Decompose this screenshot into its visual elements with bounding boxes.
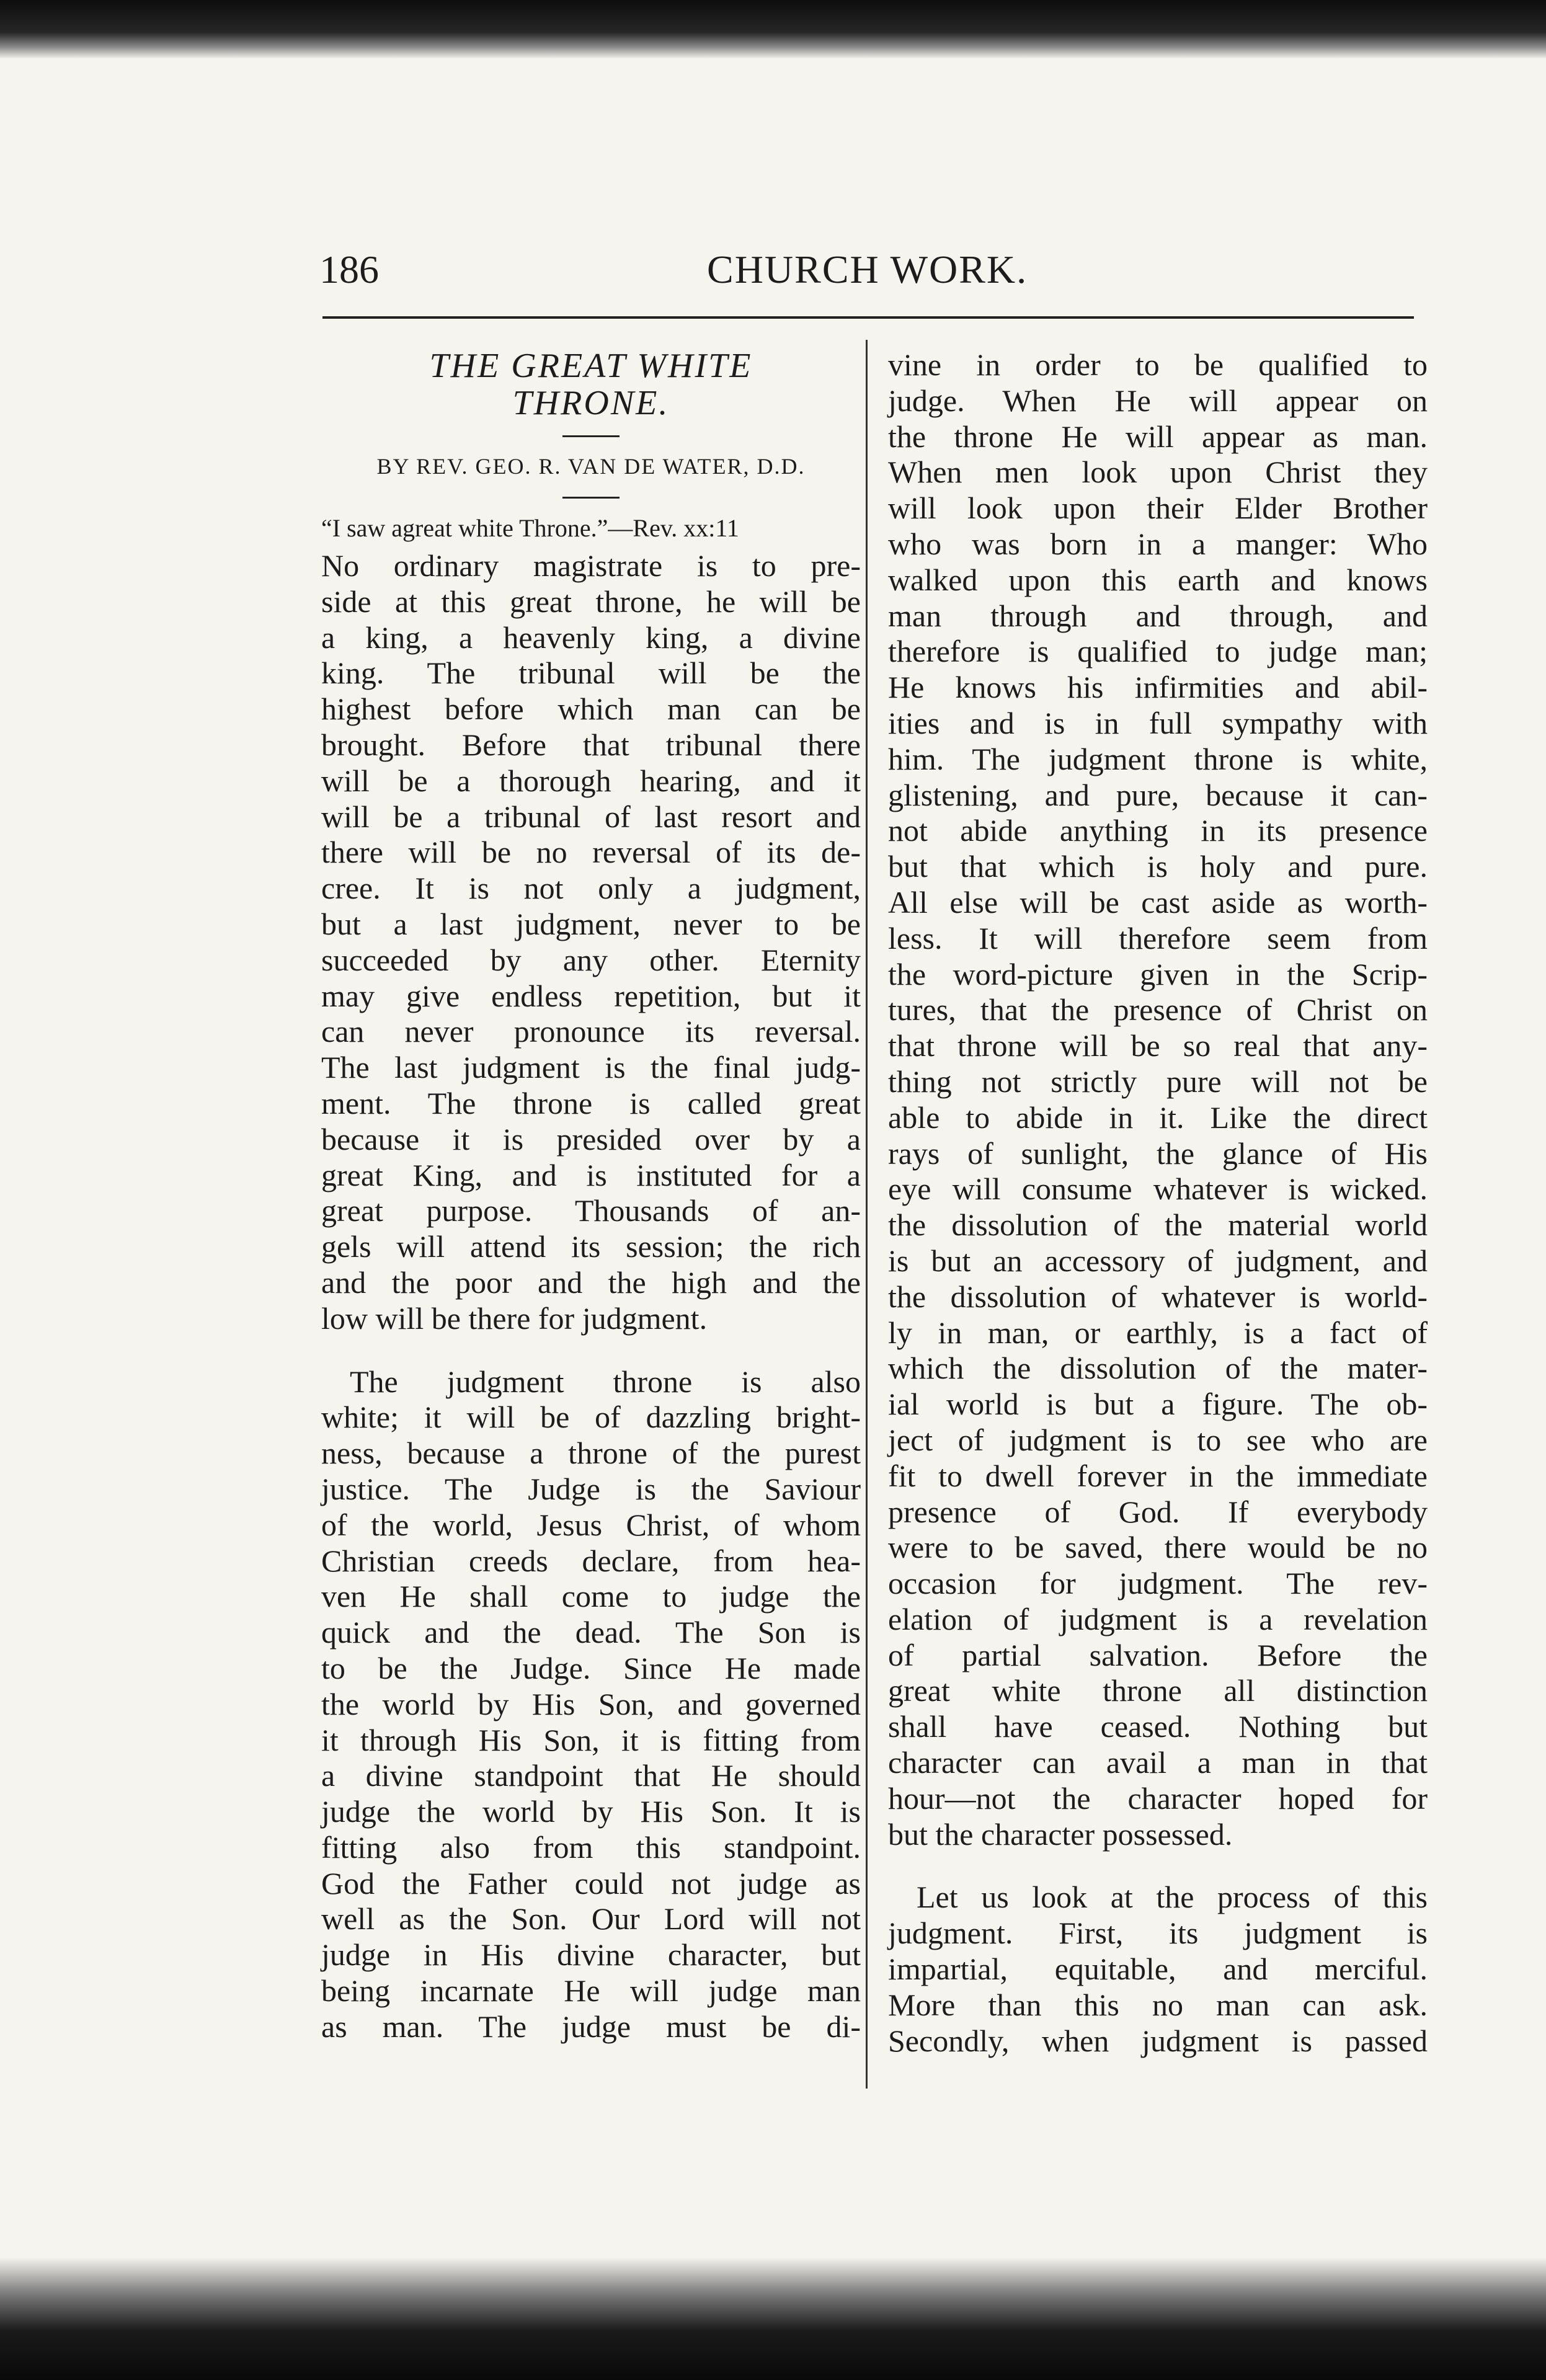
text-line: king. The tribunal will be the — [321, 655, 861, 691]
text-line: is but an accessory of judgment, and — [888, 1243, 1428, 1278]
text-line: When men look upon Christ they — [888, 455, 1428, 490]
text-line: judge. When He will appear on — [888, 383, 1428, 418]
byline: BY REV. GEO. R. VAN DE WATER, D.D. — [376, 454, 806, 479]
text-line: ven He shall come to judge the — [321, 1579, 861, 1614]
text-line: of partial salvation. Before the — [888, 1637, 1428, 1672]
text-line: succeeded by any other. Eternity — [321, 942, 861, 977]
text-line: great King, and is instituted for a — [321, 1157, 861, 1192]
text-line: Secondly, when judgment is passed — [888, 2023, 1428, 2058]
text-line: character can avail a man in that — [888, 1745, 1428, 1780]
text-line: great purpose. Thousands of an- — [321, 1193, 861, 1228]
text-line: elation of judgment is a revelation — [888, 1601, 1428, 1636]
text-line: thing not strictly pure will not be — [888, 1063, 1428, 1099]
article-title-line1: THE GREAT WHITE — [429, 347, 753, 385]
paragraph-gap — [888, 1852, 1428, 1880]
title-rule — [562, 435, 620, 437]
text-line: that throne will be so real that any- — [888, 1028, 1428, 1063]
text-line: cree. It is not only a judgment, — [321, 871, 861, 906]
text-line: were to be saved, there would be no — [888, 1530, 1428, 1565]
text-line: glistening, and pure, because it can- — [888, 777, 1428, 812]
text-line: low will be there for judgment. — [321, 1300, 708, 1336]
text-line: The last judgment is the final judg- — [321, 1050, 861, 1085]
text-line: well as the Son. Our Lord will not — [321, 1901, 861, 1937]
text-line: highest before which man can be — [321, 691, 861, 727]
text-line: quick and the dead. The Son is — [321, 1615, 861, 1650]
text-line: justice. The Judge is the Saviour — [321, 1471, 861, 1506]
text-line: to be the Judge. Since He made — [321, 1650, 861, 1685]
text-line: eye will consume whatever is wicked. — [888, 1171, 1428, 1207]
scan-edge-top — [0, 0, 1546, 59]
text-line: fit to dwell forever in the immediate — [888, 1458, 1428, 1493]
text-line: All else will be cast aside as worth- — [888, 884, 1428, 920]
article-title-line2: THRONE. — [512, 384, 670, 422]
text-line: will be a thorough hearing, and it — [321, 763, 861, 798]
text-line: Let us look at the process of this — [917, 1880, 1428, 1915]
text-line: He knows his infirmities and abil- — [888, 670, 1428, 705]
text-line: and the poor and the high and the — [321, 1264, 861, 1300]
text-line: presence of God. If everybody — [888, 1494, 1428, 1529]
text-line: but the character possessed. — [888, 1816, 1233, 1852]
text-line: ment. The throne is called great — [321, 1085, 861, 1121]
right-paragraph-2 — [888, 1880, 1428, 2059]
text-line: No ordinary magistrate is to pre- — [321, 548, 861, 583]
text-line: shall have ceased. Nothing but — [888, 1709, 1428, 1744]
text-line: white; it will be of dazzling bright- — [321, 1400, 861, 1435]
text-line: the dissolution of whatever is world- — [888, 1279, 1428, 1314]
scan-edge-bottom — [0, 2257, 1546, 2380]
text-line: able to abide in it. Like the direct — [888, 1099, 1428, 1135]
text-line: who was born in a manger: Who — [888, 526, 1428, 561]
text-line: the dissolution of the material world — [888, 1207, 1428, 1243]
text-line: occasion for judgment. The rev- — [888, 1566, 1428, 1601]
text-line: ness, because a throne of the purest — [321, 1436, 861, 1471]
header-rule — [322, 316, 1414, 319]
text-line: the world by His Son, and governed — [321, 1686, 861, 1721]
right-column — [888, 347, 1428, 2059]
text-line: the throne He will appear as man. — [888, 419, 1428, 454]
text-line: ities and is in full sympathy with — [888, 705, 1428, 740]
text-line: the word-picture given in the Scrip- — [888, 956, 1428, 992]
text-line: less. It will therefore seem from — [888, 920, 1428, 956]
text-line: vine in order to be qualified to — [888, 347, 1428, 382]
text-line: judge the world by His Son. It is — [321, 1794, 861, 1829]
text-line: but a last judgment, never to be — [321, 906, 861, 941]
text-line: a divine standpoint that He should — [321, 1758, 861, 1793]
left-column — [321, 347, 861, 2045]
text-line: may give endless repetition, but it — [321, 978, 861, 1013]
column-divider — [866, 340, 868, 2089]
text-line: brought. Before that tribunal there — [321, 727, 861, 762]
byline-rule — [562, 497, 620, 499]
text-line: The judgment throne is also — [350, 1364, 861, 1399]
text-line: not abide anything in its presence — [888, 813, 1428, 848]
text-line: will be a tribunal of last resort and — [321, 799, 861, 834]
text-line: hour—not the character hoped for — [888, 1780, 1428, 1816]
text-line: great white throne all distinction — [888, 1673, 1428, 1708]
epigraph: “I saw agreat white Throne.”—Rev. xx:11 — [321, 514, 739, 542]
paragraph-gap — [321, 1337, 861, 1364]
text-line: man through and through, and — [888, 598, 1428, 633]
text-line: can never pronounce its reversal. — [321, 1014, 861, 1049]
text-line: rays of sunlight, the glance of His — [888, 1135, 1428, 1171]
left-paragraph-2 — [321, 1364, 861, 2045]
text-line: being incarnate He will judge man — [321, 1973, 861, 2009]
text-line: impartial, equitable, and merciful. — [888, 1952, 1428, 1987]
text-line: gels will attend its session; the rich — [321, 1229, 861, 1264]
text-line: tures, that the presence of Christ on — [888, 992, 1428, 1028]
text-line: walked upon this earth and knows — [888, 562, 1428, 597]
text-line: it through His Son, it is fitting from — [321, 1722, 861, 1757]
text-line: will look upon their Elder Brother — [888, 491, 1428, 526]
text-line: a king, a heavenly king, a divine — [321, 619, 861, 655]
text-line: God the Father could not judge as — [321, 1865, 861, 1901]
text-line: fitting also from this standpoint. — [321, 1829, 861, 1865]
text-line: ly in man, or earthly, is a fact of — [888, 1315, 1428, 1350]
text-line: but that which is holy and pure. — [888, 849, 1428, 884]
running-head: CHURCH WORK. — [707, 247, 1028, 291]
text-line: More than this no man can ask. — [888, 1987, 1428, 2022]
text-line: which the dissolution of the mater- — [888, 1351, 1428, 1386]
text-line: judgment. First, its judgment is — [888, 1916, 1428, 1951]
text-line: Christian creeds declare, from hea- — [321, 1543, 861, 1578]
text-line: of the world, Jesus Christ, of whom — [321, 1507, 861, 1542]
text-line: ial world is but a figure. The ob- — [888, 1387, 1428, 1422]
text-line: judge in His divine character, but — [321, 1937, 861, 1973]
text-line: ject of judgment is to see who are — [888, 1422, 1428, 1457]
right-paragraph-1 — [888, 347, 1428, 1852]
text-line: side at this great throne, he will be — [321, 584, 861, 619]
text-line: because it is presided over by a — [321, 1121, 861, 1157]
text-line: him. The judgment throne is white, — [888, 741, 1428, 776]
text-line: therefore is qualified to judge man; — [888, 634, 1428, 669]
text-line: as man. The judge must be di- — [321, 2009, 861, 2044]
page-number: 186 — [319, 247, 379, 291]
left-paragraph-1 — [321, 548, 861, 1337]
text-line: there will be no reversal of its de- — [321, 835, 861, 870]
